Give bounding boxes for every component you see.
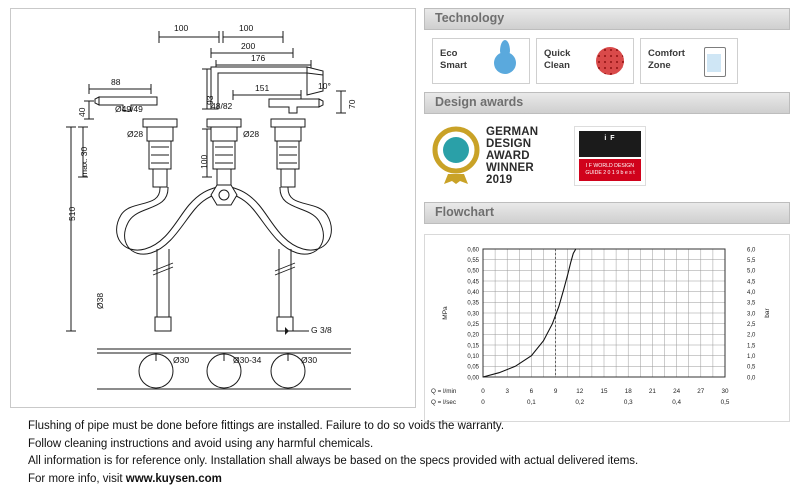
- dim-100-left: 100: [174, 23, 189, 33]
- svg-text:0,4: 0,4: [672, 399, 681, 406]
- gda-line-2: DESIGN: [486, 138, 532, 150]
- svg-text:9: 9: [553, 388, 558, 395]
- german-design-award-badge: [430, 122, 558, 190]
- svg-text:3,5: 3,5: [747, 300, 756, 307]
- comfort-zone-icon: [698, 44, 731, 78]
- dim-100-right: 100: [239, 23, 254, 33]
- svg-text:2,5: 2,5: [747, 322, 756, 329]
- dim-100-vert: 100: [199, 154, 209, 169]
- dim-200: 200: [241, 41, 256, 51]
- tech-badge-comfort-zone-line2: Zone: [648, 60, 671, 71]
- svg-text:4,5: 4,5: [747, 279, 756, 286]
- footer-notes: [28, 418, 768, 488]
- gda-line-4: WINNER: [486, 162, 534, 174]
- dim-48-82: 48/82: [211, 101, 233, 111]
- awards-row: [424, 122, 790, 194]
- footer-line-4-prefix: For more info, visit: [28, 472, 126, 485]
- svg-text:bar: bar: [764, 308, 771, 318]
- footer-line-2: Follow cleaning instructions and avoid using any harmful chemicals.: [28, 437, 374, 450]
- footer-line-3: All information is for reference only. Installation shall always be based on the specs provided with actual delivered items.: [28, 455, 639, 467]
- dim-510: 510: [67, 206, 77, 221]
- gda-year: 2019: [486, 174, 513, 186]
- svg-text:18: 18: [624, 388, 632, 395]
- svg-text:0,5: 0,5: [747, 364, 756, 371]
- footer-website-link[interactable]: www.kuysen.com: [125, 472, 222, 485]
- technical-drawing-panel: [10, 8, 416, 408]
- dim-d30-34: Ø30-34: [233, 355, 262, 365]
- svg-text:0,35: 0,35: [467, 300, 479, 307]
- svg-text:0,25: 0,25: [467, 322, 479, 329]
- if-award-bottom: [579, 159, 641, 181]
- svg-text:0,55: 0,55: [467, 258, 479, 265]
- gda-line-1: GERMAN: [486, 126, 539, 138]
- german-design-award-text: [486, 126, 538, 186]
- svg-text:21: 21: [648, 388, 656, 395]
- footer-line-1: Flushing of pipe must be done before fittings are installed. Failure to do so voids the warranty.: [28, 420, 505, 432]
- if-award-top: [579, 131, 641, 157]
- svg-text:6,0: 6,0: [747, 247, 756, 254]
- svg-text:12: 12: [576, 388, 584, 395]
- tech-badge-comfort-zone: [640, 38, 738, 84]
- svg-text:0,20: 0,20: [467, 332, 479, 339]
- svg-text:4,0: 4,0: [747, 290, 756, 297]
- section-title-design-awards: Design awards: [435, 95, 524, 109]
- dim-88: 88: [111, 77, 121, 87]
- svg-text:2,0: 2,0: [747, 332, 756, 339]
- svg-text:Q = l/sec: Q = l/sec: [431, 399, 457, 406]
- dim-93: 93: [205, 95, 215, 105]
- svg-text:0,15: 0,15: [467, 343, 479, 350]
- svg-text:15: 15: [600, 388, 608, 395]
- german-design-award-icon: [432, 126, 484, 184]
- svg-text:5,5: 5,5: [747, 258, 756, 265]
- svg-text:3,0: 3,0: [747, 311, 756, 318]
- dim-d49-49: Ø49/49: [115, 104, 143, 114]
- section-title-flowchart: Flowchart: [435, 205, 495, 219]
- if-award-bottom-text: I F WORLD DESIGN GUIDE 2 0 1 9 b e s t: [585, 163, 635, 176]
- svg-text:0,10: 0,10: [467, 354, 479, 361]
- dim-g38: G 3/8: [311, 325, 332, 335]
- svg-text:0,40: 0,40: [467, 290, 479, 297]
- svg-text:1,0: 1,0: [747, 354, 756, 361]
- tech-badge-eco-smart: [432, 38, 530, 84]
- svg-text:5,0: 5,0: [747, 268, 756, 275]
- water-drop-icon: [490, 44, 523, 78]
- tech-badge-quick-clean: [536, 38, 634, 84]
- svg-text:30: 30: [721, 388, 729, 395]
- svg-text:0,2: 0,2: [575, 399, 585, 406]
- dim-d30-right: Ø30: [301, 355, 318, 365]
- gda-line-3: AWARD: [486, 150, 530, 162]
- svg-text:27: 27: [697, 388, 705, 395]
- svg-text:0,0: 0,0: [747, 375, 756, 382]
- section-header-technology: [424, 8, 790, 30]
- right-column: [424, 8, 790, 406]
- dim-70: 70: [347, 99, 357, 109]
- if-award-top-text: i F: [604, 135, 616, 142]
- dim-angle-10: 10°: [318, 81, 331, 91]
- section-title-technology: Technology: [435, 11, 505, 25]
- svg-text:0: 0: [481, 388, 485, 395]
- dim-176: 176: [251, 53, 266, 63]
- tech-badge-comfort-zone-line1: Comfort: [648, 48, 685, 59]
- dim-151: 151: [255, 83, 270, 93]
- svg-text:0,30: 0,30: [467, 311, 479, 318]
- svg-text:6: 6: [529, 388, 534, 395]
- tech-badge-eco-smart-line2: Smart: [440, 60, 467, 71]
- tech-badge-quick-clean-line2: Clean: [544, 60, 570, 71]
- section-header-design-awards: [424, 92, 790, 114]
- section-header-flowchart: [424, 202, 790, 224]
- svg-text:0,3: 0,3: [623, 399, 633, 406]
- svg-text:0,45: 0,45: [467, 279, 479, 286]
- svg-text:0,1: 0,1: [527, 399, 536, 406]
- technology-icon-row: [424, 38, 790, 84]
- if-design-award-badge: [574, 126, 646, 186]
- svg-text:MPa: MPa: [442, 306, 449, 320]
- dim-max-30: max. 30: [79, 146, 89, 177]
- dim-d38: Ø38: [95, 292, 105, 309]
- svg-text:0: 0: [481, 399, 485, 406]
- dim-40: 40: [77, 107, 87, 117]
- svg-text:0,00: 0,00: [467, 375, 479, 382]
- svg-text:3: 3: [505, 388, 509, 395]
- flowchart-plot: [424, 234, 790, 422]
- tech-badge-eco-smart-line1: Eco: [440, 48, 458, 59]
- dim-d28-left: Ø28: [127, 129, 144, 139]
- dim-d28-right: Ø28: [243, 129, 260, 139]
- footer-line-4: [28, 471, 768, 489]
- svg-text:0,50: 0,50: [467, 268, 479, 275]
- quick-clean-icon: [594, 44, 627, 78]
- svg-text:0,60: 0,60: [467, 247, 479, 254]
- svg-text:1,5: 1,5: [747, 343, 756, 350]
- svg-text:Q = l/min: Q = l/min: [431, 388, 457, 395]
- svg-text:0,05: 0,05: [467, 364, 479, 371]
- svg-text:24: 24: [673, 388, 681, 395]
- tech-badge-quick-clean-line1: Quick: [544, 48, 571, 59]
- flowchart-svg: [425, 235, 789, 419]
- dim-d30-left: Ø30: [173, 355, 190, 365]
- svg-text:0,5: 0,5: [720, 399, 730, 406]
